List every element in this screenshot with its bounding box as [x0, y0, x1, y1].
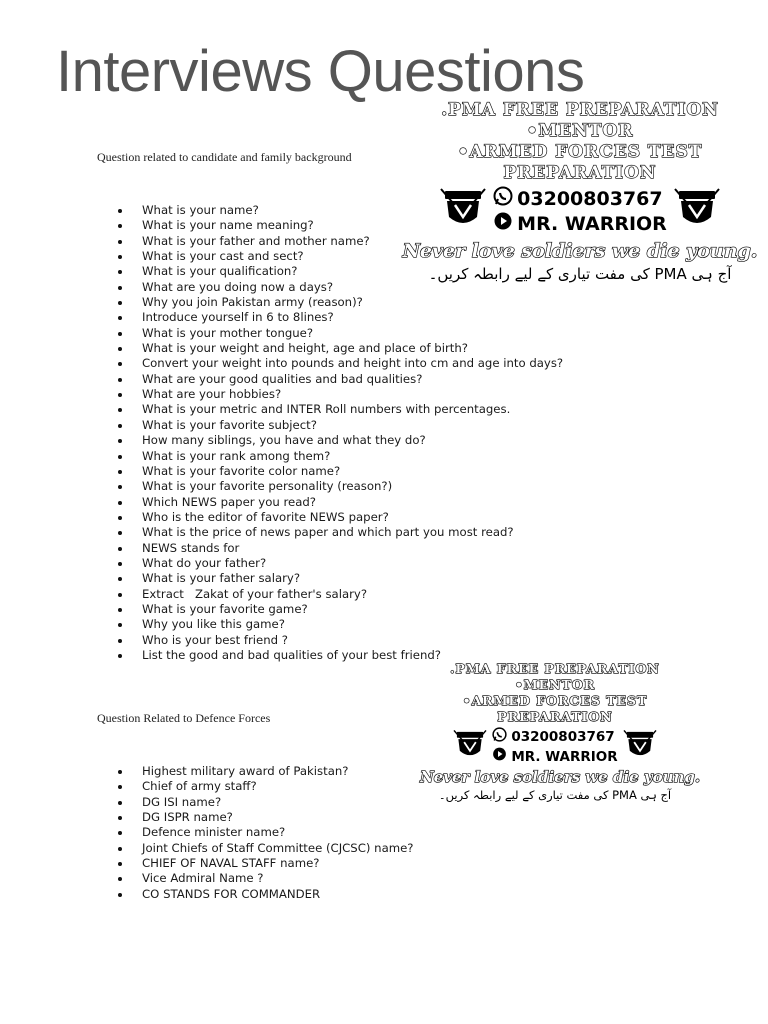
- section-heading-background: Question related to candidate and family background: [97, 150, 352, 164]
- youtube-icon: [493, 212, 513, 236]
- question-item: What is your rank among them?: [116, 449, 563, 464]
- promo-stamp: [420, 661, 701, 803]
- promo-motto: Never love soldiers we die young.: [420, 768, 701, 786]
- promo-line: •MENTOR: [514, 677, 596, 692]
- question-item: Extract Zakat of your father's salary?: [116, 587, 563, 602]
- question-item: What is your metric and INTER Roll numbers with percentages.: [116, 402, 563, 417]
- promo-line: •ARMED FORCES TEST: [462, 693, 648, 708]
- promo-line: .PMA FREE PREPARATION: [441, 100, 719, 120]
- question-item: CHIEF OF NAVAL STAFF name?: [116, 856, 414, 871]
- question-item: What is your father and mother name?: [116, 234, 563, 249]
- question-item: Chief of army staff?: [116, 779, 414, 794]
- question-item: What is your mother tongue?: [116, 326, 563, 341]
- whatsapp-contact: [493, 186, 667, 212]
- question-item: DG ISI name?: [116, 795, 414, 810]
- army-emblem-icon: [622, 729, 658, 765]
- question-item: What is your favorite color name?: [116, 464, 563, 479]
- army-emblem-icon: [673, 187, 721, 235]
- whatsapp-contact: [492, 727, 617, 747]
- question-item: Vice Admiral Name ?: [116, 871, 414, 886]
- promo-stamp: [395, 100, 765, 284]
- promo-line: PREPARATION: [497, 709, 613, 724]
- question-item: What is your favorite personality (reason?): [116, 479, 563, 494]
- question-item: How many siblings, you have and what they do?: [116, 433, 563, 448]
- question-item: Joint Chiefs of Staff Committee (CJCSC) name?: [116, 841, 414, 856]
- promo-motto: Never love soldiers we die young.: [402, 240, 758, 262]
- question-item: What are you doing now a days?: [116, 280, 563, 295]
- army-emblem-icon: [439, 187, 487, 235]
- question-item: What is your favorite subject?: [116, 418, 563, 433]
- question-item: What is your father salary?: [116, 571, 563, 586]
- promo-line: .PMA FREE PREPARATION: [450, 661, 660, 676]
- question-item: What are your good qualities and bad qualities?: [116, 372, 563, 387]
- question-item: What are your hobbies?: [116, 387, 563, 402]
- question-item: NEWS stands for: [116, 541, 563, 556]
- question-item: Why you like this game?: [116, 617, 563, 632]
- promo-line: PREPARATION: [503, 163, 657, 183]
- army-emblem-icon: [452, 729, 488, 765]
- promo-urdu-text: آج ہی PMA کی مفت تیاری کے لیے رابطہ کریں۔: [438, 788, 672, 802]
- question-item: CO STANDS FOR COMMANDER: [116, 887, 414, 902]
- question-item: Why you join Pakistan army (reason)?: [116, 295, 563, 310]
- question-item: Introduce yourself in 6 to 8lines?: [116, 310, 563, 325]
- section-heading-defence: Question Related to Defence Forces: [97, 711, 271, 725]
- question-item: Highest military award of Pakistan?: [116, 764, 414, 779]
- whatsapp-icon: [492, 727, 507, 747]
- page-title: Interviews Questions: [56, 39, 585, 104]
- channel-name: MR. WARRIOR: [511, 748, 618, 765]
- contact-block: [395, 186, 765, 236]
- youtube-contact: [492, 747, 617, 766]
- whatsapp-icon: [493, 186, 513, 212]
- question-item: DG ISPR name?: [116, 810, 414, 825]
- question-item: What is your name?: [116, 203, 563, 218]
- question-list-defence: [116, 764, 414, 902]
- phone-number: 03200803767: [517, 188, 663, 210]
- question-item: What do your father?: [116, 556, 563, 571]
- question-item: Who is the editor of favorite NEWS paper?: [116, 510, 563, 525]
- question-item: What is the price of news paper and which part you most read?: [116, 525, 563, 540]
- question-item: What is your weight and height, age and place of birth?: [116, 341, 563, 356]
- question-item: Convert your weight into pounds and height into cm and age into days?: [116, 356, 563, 371]
- promo-urdu-text: آج ہی PMA کی مفت تیاری کے لیے رابطہ کریں۔: [428, 265, 732, 283]
- question-item: What is your favorite game?: [116, 602, 563, 617]
- channel-name: MR. WARRIOR: [517, 213, 667, 235]
- promo-line: •MENTOR: [526, 121, 634, 141]
- question-item: What is your cast and sect?: [116, 249, 563, 264]
- question-item: Defence minister name?: [116, 825, 414, 840]
- contact-block: [420, 727, 690, 766]
- phone-number: 03200803767: [511, 729, 615, 745]
- promo-line: •ARMED FORCES TEST: [457, 142, 703, 162]
- question-item: List the good and bad qualities of your best friend?: [116, 648, 563, 663]
- question-item: What is your qualification?: [116, 264, 563, 279]
- question-item: Which NEWS paper you read?: [116, 495, 563, 510]
- question-item: What is your name meaning?: [116, 218, 563, 233]
- youtube-icon: [492, 747, 507, 766]
- question-item: Who is your best friend ?: [116, 633, 563, 648]
- youtube-contact: [493, 212, 667, 236]
